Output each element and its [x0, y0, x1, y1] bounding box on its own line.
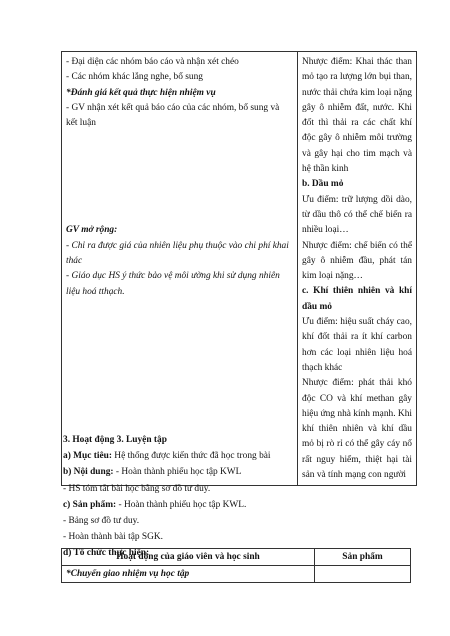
expand-heading: GV mở rộng: — [66, 225, 118, 236]
product-text: - Hoàn thành phiếu học tập KWL. — [116, 499, 247, 510]
content-extra: - HS tóm tắt bài học bằng sơ đồ tư duy. — [63, 483, 211, 494]
gas-disadvantage: Nhược điểm: phát thải khó độc CO và khí methan gây hiệu ứng nhà kính mạnh. Khi khí thiên nhiên và khí dầu mỏ bị rò rỉ có thể gây cáy nổ rất nguy hiểm, thiệt hại tài sản và tính mạng con người — [302, 378, 412, 481]
organization-label: d) Tổ chức thực hiện: — [63, 548, 150, 559]
content-label: b) Nội dung: — [63, 467, 114, 478]
text-line: - Đại diện các nhóm báo cáo và nhận xét chéo — [66, 57, 239, 67]
text-line: - Các nhóm khác lắng nghe, bổ sung — [66, 72, 203, 83]
empty-product-cell — [315, 566, 411, 583]
oil-heading: b. Dầu mỏ — [302, 179, 344, 190]
product-label: c) Sản phẩm: — [63, 499, 117, 510]
product-item: - Bảng sơ đồ tư duy. — [63, 516, 140, 527]
coal-disadvantage: Nhược điểm: Khai thác than mỏ tạo ra lượng lớn bụi than, nước thải chứa kim loại nặng gây ô nhiễm đất, nước. Khi đốt thì thải ra các chất khí độc gây ô nhiễm môi trường và gây hại cho tim mạch và hệ thần kinh — [302, 57, 412, 175]
product-line — [63, 497, 411, 513]
expand-line: - Giáo dục HS ý thức bảo vệ môi ường khi sử dụng nhiên liệu hoá tthạch. — [66, 271, 280, 297]
product-column — [298, 52, 417, 486]
teacher-student-column — [62, 52, 298, 486]
oil-advantage: Ưu điểm: trữ lượng dồi dào, từ dầu thô có thể chế biến ra nhiều loại… — [302, 194, 412, 236]
practice-section — [63, 432, 411, 562]
eval-heading: *Đánh giá kết quả thực hiện nhiệm vụ — [66, 87, 216, 98]
goal-line — [63, 448, 411, 464]
activity-table — [61, 51, 417, 486]
goal-text: Hệ thống được kiến thức đã học trong bài — [111, 451, 271, 462]
product-item: - Hoàn thành bài tập SGK. — [63, 532, 163, 543]
gas-advantage: Ưu điểm: hiệu suất cháy cao, khí đốt thải ra ít khí carbon hơn các loại nhiên liệu hoá thạch khác — [302, 317, 412, 373]
activity-title: 3. Hoạt động 3. Luyện tập — [63, 435, 167, 445]
gas-heading: c. Khí thiên nhiên và khí dầu mỏ — [302, 286, 412, 312]
task-assignment-cell: *Chuyển giao nhiệm vụ học tập — [62, 566, 315, 583]
content-text: - Hoàn thành phiếu học tập KWL — [113, 467, 242, 478]
practice-table — [61, 548, 411, 583]
header-product: Sản phẩm — [315, 549, 411, 566]
eval-text: - GV nhận xét kết quả báo cáo của các nhóm, bổ sung và kết luận — [66, 102, 280, 129]
goal-label: a) Mục tiêu: — [63, 451, 112, 462]
expand-line: - Chỉ ra được giá của nhiên liệu phụ thuộc vào chi phí khai thác — [66, 240, 289, 267]
oil-disadvantage: Nhược điểm: chế biến có thể gây ô nhiễm đầu, phát tán kim loại nặng… — [302, 240, 412, 282]
content-line — [63, 464, 411, 480]
header-activity: Hoạt động của giáo viên và học sinh — [62, 549, 315, 566]
